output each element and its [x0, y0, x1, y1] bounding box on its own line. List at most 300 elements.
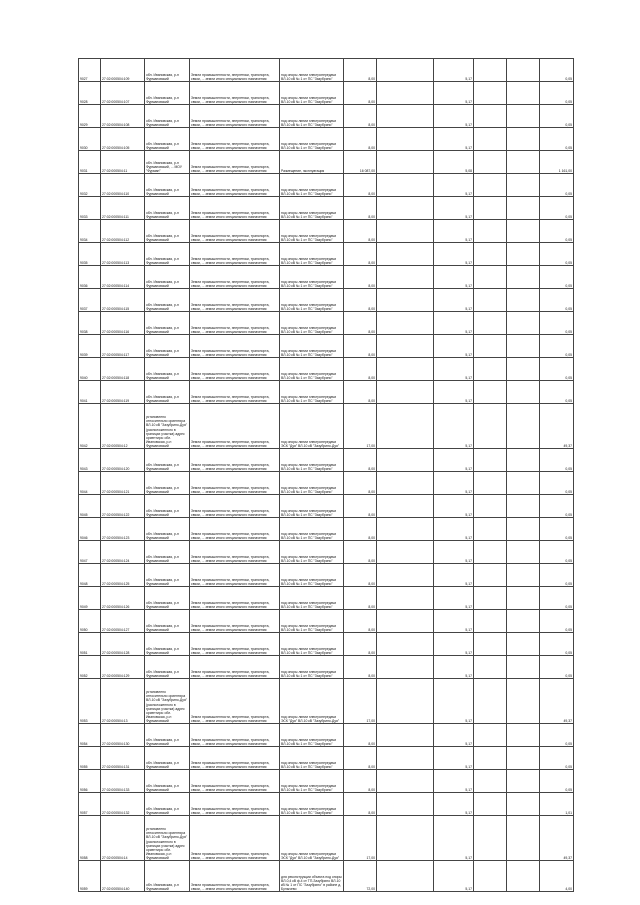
- permitted-use: под опоры линии электропередачи ВЛ-10 кВ № 1 от ПС "Зазубрино": [280, 724, 344, 747]
- empty-cell: [377, 151, 434, 174]
- land-category: Земли промышленности, энергетики, транспорта, связи, ... земли иного специального назначения: [190, 816, 280, 861]
- table-row: [79, 656, 574, 679]
- empty-cell: [507, 449, 540, 472]
- value-amount: 0,05: [540, 381, 574, 404]
- value-amount: 0,05: [540, 174, 574, 197]
- value-amount: 0,05: [540, 266, 574, 289]
- empty-cell: [474, 59, 507, 82]
- permitted-use: под опоры линии электропередачи ВЛ-10 кВ № 1 от ПС "Зазубрино": [280, 770, 344, 793]
- permitted-use: под опоры линии электропередачи ВЛ-10 кВ № 1 от ПС "Зазубрино": [280, 220, 344, 243]
- permitted-use: под опоры линии электропередачи ВЛ-10 кВ № 1 от ПС "Зазубрино": [280, 312, 344, 335]
- empty-cell: [474, 518, 507, 541]
- value-amount: 49,37: [540, 816, 574, 861]
- row-number: 9031: [79, 151, 101, 174]
- value-amount: 0,05: [540, 128, 574, 151]
- address: обл. Ивановская, р-н Фурмановский: [145, 59, 190, 82]
- area-value: 8,00: [344, 335, 377, 358]
- rate-value: 5,17: [434, 174, 474, 197]
- value-amount: 0,05: [540, 656, 574, 679]
- address: обл. Ивановская, р-н Фурмановский: [145, 541, 190, 564]
- table-row: [79, 128, 574, 151]
- empty-cell: [377, 449, 434, 472]
- address: обл. Ивановская, р-н Фурмановский: [145, 656, 190, 679]
- rate-value: 5,17: [434, 747, 474, 770]
- row-number: 9044: [79, 472, 101, 495]
- land-category: Земли промышленности, энергетики, транспорта, связи, ... земли иного специального назначения: [190, 564, 280, 587]
- land-category: Земли промышленности, энергетики, транспорта, связи, ... земли иного специального назначения: [190, 151, 280, 174]
- rate-value: 5,17: [434, 312, 474, 335]
- land-category: Земли промышленности, энергетики, транспорта, связи, ... земли иного специального назначения: [190, 724, 280, 747]
- registry-table: [78, 58, 574, 892]
- permitted-use: под опоры линии электропередачи ВЛ-10 кВ № 1 от ПС "Зазубрино": [280, 541, 344, 564]
- empty-cell: [377, 220, 434, 243]
- address: обл. Ивановская, р-н Фурмановский: [145, 495, 190, 518]
- value-amount: 0,05: [540, 220, 574, 243]
- land-category: Земли промышленности, энергетики, транспорта, связи, ... земли иного специального назначения: [190, 82, 280, 105]
- empty-cell: [474, 610, 507, 633]
- cadastral-number: 27:02:000504:111: [101, 197, 145, 220]
- empty-cell: [377, 495, 434, 518]
- empty-cell: [474, 197, 507, 220]
- empty-cell: [507, 358, 540, 381]
- cadastral-number: 27:02:000504:14: [101, 816, 145, 861]
- permitted-use: под опоры линии электропередачи ВЛ-10 кВ № 1 от ПС "Зазубрино": [280, 105, 344, 128]
- empty-cell: [507, 404, 540, 449]
- land-category: Земли промышленности, энергетики, транспорта, связи, ... земли иного специального назначения: [190, 518, 280, 541]
- address: обл. Ивановская, р-н Фурмановский: [145, 564, 190, 587]
- table-row: [79, 861, 574, 892]
- empty-cell: [474, 587, 507, 610]
- empty-cell: [377, 105, 434, 128]
- area-value: 8,00: [344, 220, 377, 243]
- permitted-use: под опоры линии электропередачи ВЛ-10 кВ № 1 от ПС "Зазубрино": [280, 449, 344, 472]
- empty-cell: [377, 266, 434, 289]
- area-value: 8,00: [344, 541, 377, 564]
- row-number: 9054: [79, 724, 101, 747]
- row-number: 9052: [79, 656, 101, 679]
- empty-cell: [507, 541, 540, 564]
- empty-cell: [507, 266, 540, 289]
- empty-cell: [507, 289, 540, 312]
- land-category: Земли промышленности, энергетики, транспорта, связи, ... земли иного специального назначения: [190, 128, 280, 151]
- table-row: [79, 495, 574, 518]
- empty-cell: [474, 472, 507, 495]
- empty-cell: [474, 151, 507, 174]
- row-number: 9055: [79, 747, 101, 770]
- table-row: [79, 793, 574, 816]
- row-number: 9029: [79, 105, 101, 128]
- address: обл. Ивановская, р-н Фурмановский, ... МОУ "Фурман": [145, 151, 190, 174]
- table-row: [79, 312, 574, 335]
- land-category: Земли промышленности, энергетики, транспорта, связи, ... земли иного специального назначения: [190, 541, 280, 564]
- permitted-use: под опоры линии электропередачи ВЛ-10 кВ № 1 от ПС "Зазубрино": [280, 610, 344, 633]
- rate-value: 5,17: [434, 358, 474, 381]
- area-value: 8,00: [344, 128, 377, 151]
- empty-cell: [474, 335, 507, 358]
- empty-cell: [474, 381, 507, 404]
- empty-cell: [474, 861, 507, 892]
- value-amount: 0,05: [540, 610, 574, 633]
- row-number: 9046: [79, 518, 101, 541]
- permitted-use: под опоры линии электропередачи ВЛ-10 кВ № 1 от ПС "Зазубрино": [280, 793, 344, 816]
- address: обл. Ивановская, р-н Фурмановский: [145, 381, 190, 404]
- rate-value: 5,17: [434, 656, 474, 679]
- empty-cell: [507, 656, 540, 679]
- value-amount: 0,05: [540, 633, 574, 656]
- cadastral-number: 27:02:000504:121: [101, 472, 145, 495]
- permitted-use: под опоры линии электропередачи ЭСК "Дуя" ВЛ-10 кВ "Зазубрино-Дуя": [280, 816, 344, 861]
- permitted-use: под опоры линии электропередачи ВЛ-10 кВ № 1 от ПС "Зазубрино": [280, 747, 344, 770]
- empty-cell: [507, 495, 540, 518]
- land-category: Земли промышленности, энергетики, транспорта, связи, ... земли иного специального назначения: [190, 266, 280, 289]
- land-category: Земли промышленности, энергетики, транспорта, связи, ... земли иного специального назначения: [190, 174, 280, 197]
- permitted-use: под опоры линии электропередачи ВЛ-10 кВ № 1 от ПС "Зазубрино": [280, 633, 344, 656]
- value-amount: 0,05: [540, 724, 574, 747]
- empty-cell: [377, 633, 434, 656]
- cadastral-number: 27:02:000504:129: [101, 656, 145, 679]
- empty-cell: [377, 472, 434, 495]
- permitted-use: под опоры линии электропередачи ВЛ-10 кВ № 1 от ПС "Зазубрино": [280, 128, 344, 151]
- land-category: Земли промышленности, энергетики, транспорта, связи, ... земли иного специального назначения: [190, 289, 280, 312]
- area-value: 17,00: [344, 679, 377, 724]
- cadastral-number: 27:02:000504:112: [101, 220, 145, 243]
- table-row: [79, 564, 574, 587]
- area-value: 17,00: [344, 404, 377, 449]
- empty-cell: [474, 128, 507, 151]
- empty-cell: [377, 289, 434, 312]
- area-value: 8,00: [344, 518, 377, 541]
- rate-value: 5,17: [434, 564, 474, 587]
- empty-cell: [474, 312, 507, 335]
- table-row: [79, 449, 574, 472]
- row-number: 9043: [79, 449, 101, 472]
- area-value: 8,00: [344, 472, 377, 495]
- land-category: Земли промышленности, энергетики, транспорта, связи, ... земли иного специального назначения: [190, 449, 280, 472]
- row-number: 9048: [79, 564, 101, 587]
- rate-value: 5,17: [434, 381, 474, 404]
- empty-cell: [474, 633, 507, 656]
- empty-cell: [377, 358, 434, 381]
- cadastral-number: 27:02:000504:110: [101, 174, 145, 197]
- empty-cell: [377, 747, 434, 770]
- value-amount: 4,00: [540, 861, 574, 892]
- empty-cell: [377, 564, 434, 587]
- rate-value: 5,17: [434, 335, 474, 358]
- table-row: [79, 541, 574, 564]
- row-number: 9050: [79, 610, 101, 633]
- permitted-use: под опоры линии электропередачи ВЛ-10 кВ № 1 от ПС "Зазубрино": [280, 358, 344, 381]
- cadastral-number: 27:02:000504:120: [101, 449, 145, 472]
- empty-cell: [377, 610, 434, 633]
- area-value: 8,00: [344, 587, 377, 610]
- row-number: 9032: [79, 174, 101, 197]
- address: обл. Ивановская, р-н Фурмановский: [145, 266, 190, 289]
- table-row: [79, 266, 574, 289]
- row-number: 9057: [79, 793, 101, 816]
- rate-value: 5,17: [434, 816, 474, 861]
- land-category: Земли промышленности, энергетики, транспорта, связи, ... земли иного специального назначения: [190, 633, 280, 656]
- value-amount: 0,05: [540, 59, 574, 82]
- empty-cell: [507, 770, 540, 793]
- cadastral-number: 27:02:000504:126: [101, 587, 145, 610]
- cadastral-number: 27:02:000504:117: [101, 335, 145, 358]
- land-category: Земли промышленности, энергетики, транспорта, связи, ... земли иного специального назначения: [190, 358, 280, 381]
- value-amount: 49,37: [540, 679, 574, 724]
- table-row: [79, 82, 574, 105]
- value-amount: 49,37: [540, 404, 574, 449]
- land-category: Земли промышленности, энергетики, транспорта, связи, ... земли иного специального назначения: [190, 220, 280, 243]
- value-amount: 0,05: [540, 197, 574, 220]
- empty-cell: [377, 816, 434, 861]
- address: обл. Ивановская, р-н Фурмановский: [145, 793, 190, 816]
- cadastral-number: 27:02:000504:115: [101, 289, 145, 312]
- table-row: [79, 220, 574, 243]
- address: обл. Ивановская, р-н Фурмановский: [145, 174, 190, 197]
- land-category: Земли промышленности, энергетики, транспорта, связи, ... земли иного специального назначения: [190, 610, 280, 633]
- empty-cell: [507, 793, 540, 816]
- empty-cell: [377, 404, 434, 449]
- cadastral-number: 27:02:000504:130: [101, 724, 145, 747]
- cadastral-number: 27:02:000504:122: [101, 495, 145, 518]
- rate-value: 5,17: [434, 243, 474, 266]
- empty-cell: [507, 151, 540, 174]
- empty-cell: [474, 679, 507, 724]
- row-number: 9038: [79, 312, 101, 335]
- row-number: 9051: [79, 633, 101, 656]
- empty-cell: [507, 724, 540, 747]
- table-row: [79, 724, 574, 747]
- value-amount: 0,05: [540, 541, 574, 564]
- empty-cell: [474, 770, 507, 793]
- cadastral-number: 27:02:000504:124: [101, 541, 145, 564]
- land-category: Земли промышленности, энергетики, транспорта, связи, ... земли иного специального назначения: [190, 312, 280, 335]
- table-row: [79, 816, 574, 861]
- table-row: [79, 358, 574, 381]
- rate-value: 5,17: [434, 861, 474, 892]
- rate-value: 5,17: [434, 82, 474, 105]
- row-number: 9059: [79, 861, 101, 892]
- area-value: 8,00: [344, 610, 377, 633]
- address: обл. Ивановская, р-н Фурмановский: [145, 633, 190, 656]
- rate-value: 5,17: [434, 724, 474, 747]
- empty-cell: [377, 128, 434, 151]
- area-value: 8,00: [344, 174, 377, 197]
- row-number: 9036: [79, 266, 101, 289]
- rate-value: 5,17: [434, 472, 474, 495]
- permitted-use: под опоры линии электропередачи ЭСК "Дуя" ВЛ-10 кВ "Зазубрино-Дуя": [280, 404, 344, 449]
- address: обл. Ивановская, р-н Фурмановский: [145, 197, 190, 220]
- address: обл. Ивановская, р-н Фурмановский: [145, 610, 190, 633]
- empty-cell: [507, 82, 540, 105]
- cadastral-number: 27:02:000504:107: [101, 82, 145, 105]
- cadastral-number: 27:02:000504:105: [101, 128, 145, 151]
- rate-value: 5,17: [434, 610, 474, 633]
- row-number: 9047: [79, 541, 101, 564]
- permitted-use: под опоры линии электропередачи ВЛ-10 кВ № 1 от ПС "Зазубрино": [280, 243, 344, 266]
- area-value: 8,00: [344, 564, 377, 587]
- area-value: 8,00: [344, 747, 377, 770]
- row-number: 9041: [79, 381, 101, 404]
- land-category: Земли промышленности, энергетики, транспорта, связи, ... земли иного специального назначения: [190, 105, 280, 128]
- rate-value: 5,17: [434, 128, 474, 151]
- land-category: Земли промышленности, энергетики, транспорта, связи, ... земли иного специального назначения: [190, 770, 280, 793]
- row-number: 9045: [79, 495, 101, 518]
- value-amount: 0,05: [540, 587, 574, 610]
- area-value: 8,00: [344, 793, 377, 816]
- row-number: 9033: [79, 197, 101, 220]
- rate-value: 5,17: [434, 518, 474, 541]
- cadastral-number: 27:02:000504:13: [101, 679, 145, 724]
- empty-cell: [377, 197, 434, 220]
- address: обл. Ивановская, р-н Фурмановский: [145, 724, 190, 747]
- table-row: [79, 610, 574, 633]
- cadastral-number: 27:02:000504:123: [101, 518, 145, 541]
- table-row: [79, 587, 574, 610]
- value-amount: 1 161,00: [540, 151, 574, 174]
- cadastral-number: 27:02:000504:116: [101, 312, 145, 335]
- rate-value: 5,17: [434, 197, 474, 220]
- cadastral-number: 27:02:000504:128: [101, 633, 145, 656]
- empty-cell: [474, 724, 507, 747]
- area-value: 8,00: [344, 449, 377, 472]
- value-amount: 0,05: [540, 449, 574, 472]
- land-category: Земли промышленности, энергетики, транспорта, связи, ... земли иного специального назначения: [190, 197, 280, 220]
- area-value: 8,00: [344, 358, 377, 381]
- area-value: 8,00: [344, 381, 377, 404]
- row-number: 9053: [79, 679, 101, 724]
- address: обл. Ивановская, р-н Фурмановский: [145, 449, 190, 472]
- table-row: [79, 747, 574, 770]
- empty-cell: [474, 449, 507, 472]
- land-category: Земли промышленности, энергетики, транспорта, связи, ... земли иного специального назначения: [190, 793, 280, 816]
- address: обл. Ивановская, р-н Фурмановский: [145, 472, 190, 495]
- table-row: [79, 335, 574, 358]
- empty-cell: [507, 220, 540, 243]
- area-value: 8,00: [344, 633, 377, 656]
- empty-cell: [377, 541, 434, 564]
- rate-value: 5,17: [434, 793, 474, 816]
- address: обл. Ивановская, р-н Фурмановский: [145, 220, 190, 243]
- row-number: 9027: [79, 59, 101, 82]
- rate-value: 5,17: [434, 633, 474, 656]
- empty-cell: [507, 861, 540, 892]
- table-row: [79, 243, 574, 266]
- value-amount: 0,05: [540, 472, 574, 495]
- address: обл. Ивановская, р-н Фурмановский: [145, 243, 190, 266]
- empty-cell: [474, 82, 507, 105]
- empty-cell: [377, 770, 434, 793]
- address: установлено относительно ориентира ВЛ-10 кВ "Зазубрино-Дуя" (расположенного в границах участка) адрес ориентира: обл. Ивановская, р-н Фурмановский: [145, 679, 190, 724]
- land-category: Земли промышленности, энергетики, транспорта, связи, ... земли иного специального назначения: [190, 747, 280, 770]
- row-number: 9028: [79, 82, 101, 105]
- permitted-use: под опоры линии электропередачи ВЛ-10 кВ № 1 от ПС "Зазубрино": [280, 335, 344, 358]
- empty-cell: [507, 747, 540, 770]
- empty-cell: [377, 518, 434, 541]
- value-amount: 0,05: [540, 105, 574, 128]
- empty-cell: [507, 610, 540, 633]
- address: обл. Ивановская, р-н Фурмановский: [145, 358, 190, 381]
- address: обл. Ивановская, р-н Фурмановский: [145, 82, 190, 105]
- empty-cell: [474, 404, 507, 449]
- rate-value: 5,17: [434, 449, 474, 472]
- value-amount: 0,05: [540, 335, 574, 358]
- table-row: [79, 59, 574, 82]
- land-category: Земли промышленности, энергетики, транспорта, связи, ... земли иного специального назначения: [190, 381, 280, 404]
- empty-cell: [377, 679, 434, 724]
- area-value: 8,00: [344, 495, 377, 518]
- table-row: [79, 289, 574, 312]
- row-number: 9039: [79, 335, 101, 358]
- empty-cell: [507, 564, 540, 587]
- area-value: 8,00: [344, 197, 377, 220]
- value-amount: 0,05: [540, 289, 574, 312]
- empty-cell: [507, 633, 540, 656]
- value-amount: 0,05: [540, 243, 574, 266]
- area-value: 8,00: [344, 656, 377, 679]
- empty-cell: [377, 861, 434, 892]
- land-registry-table: [78, 58, 573, 892]
- empty-cell: [507, 174, 540, 197]
- table-row: [79, 472, 574, 495]
- rate-value: 5,17: [434, 289, 474, 312]
- empty-cell: [474, 289, 507, 312]
- empty-cell: [474, 266, 507, 289]
- table-row: [79, 105, 574, 128]
- empty-cell: [377, 587, 434, 610]
- rate-value: 5,17: [434, 266, 474, 289]
- address: обл. Ивановская, р-н Фурмановский: [145, 289, 190, 312]
- empty-cell: [377, 724, 434, 747]
- area-value: 8,00: [344, 59, 377, 82]
- table-row: [79, 197, 574, 220]
- cadastral-number: 27:02:000504:11: [101, 151, 145, 174]
- address: обл. Ивановская, р-н Фурмановский: [145, 770, 190, 793]
- empty-cell: [474, 747, 507, 770]
- land-category: Земли промышленности, энергетики, транспорта, связи, ... земли иного специального назначения: [190, 404, 280, 449]
- rate-value: 5,17: [434, 770, 474, 793]
- empty-cell: [507, 816, 540, 861]
- empty-cell: [377, 656, 434, 679]
- area-value: 8,00: [344, 266, 377, 289]
- table-row: [79, 518, 574, 541]
- permitted-use: под опоры линии электропередачи ВЛ-10 кВ № 1 от ПС "Зазубрино": [280, 495, 344, 518]
- area-value: 17,00: [344, 816, 377, 861]
- empty-cell: [507, 381, 540, 404]
- empty-cell: [474, 105, 507, 128]
- table-row: [79, 151, 574, 174]
- empty-cell: [507, 587, 540, 610]
- empty-cell: [474, 656, 507, 679]
- permitted-use: под опоры линии электропередачи ВЛ-10 кВ № 1 от ПС "Зазубрино": [280, 518, 344, 541]
- permitted-use: под опоры линии электропередачи ВЛ-10 кВ № 1 от ПС "Зазубрино": [280, 656, 344, 679]
- value-amount: 0,05: [540, 82, 574, 105]
- empty-cell: [474, 174, 507, 197]
- rate-value: 5,17: [434, 105, 474, 128]
- permitted-use: под опоры линии электропередачи ВЛ-10 кВ № 1 от ПС "Зазубрино": [280, 174, 344, 197]
- cadastral-number: 27:02:000504:119: [101, 381, 145, 404]
- empty-cell: [474, 495, 507, 518]
- cadastral-number: 27:02:000504:131: [101, 747, 145, 770]
- address: обл. Ивановская, р-н Фурмановский: [145, 747, 190, 770]
- rate-value: 5,08: [434, 151, 474, 174]
- address: обл. Ивановская, р-н Фурмановский: [145, 861, 190, 892]
- empty-cell: [377, 793, 434, 816]
- empty-cell: [474, 358, 507, 381]
- empty-cell: [507, 679, 540, 724]
- empty-cell: [377, 312, 434, 335]
- empty-cell: [474, 816, 507, 861]
- row-number: 9049: [79, 587, 101, 610]
